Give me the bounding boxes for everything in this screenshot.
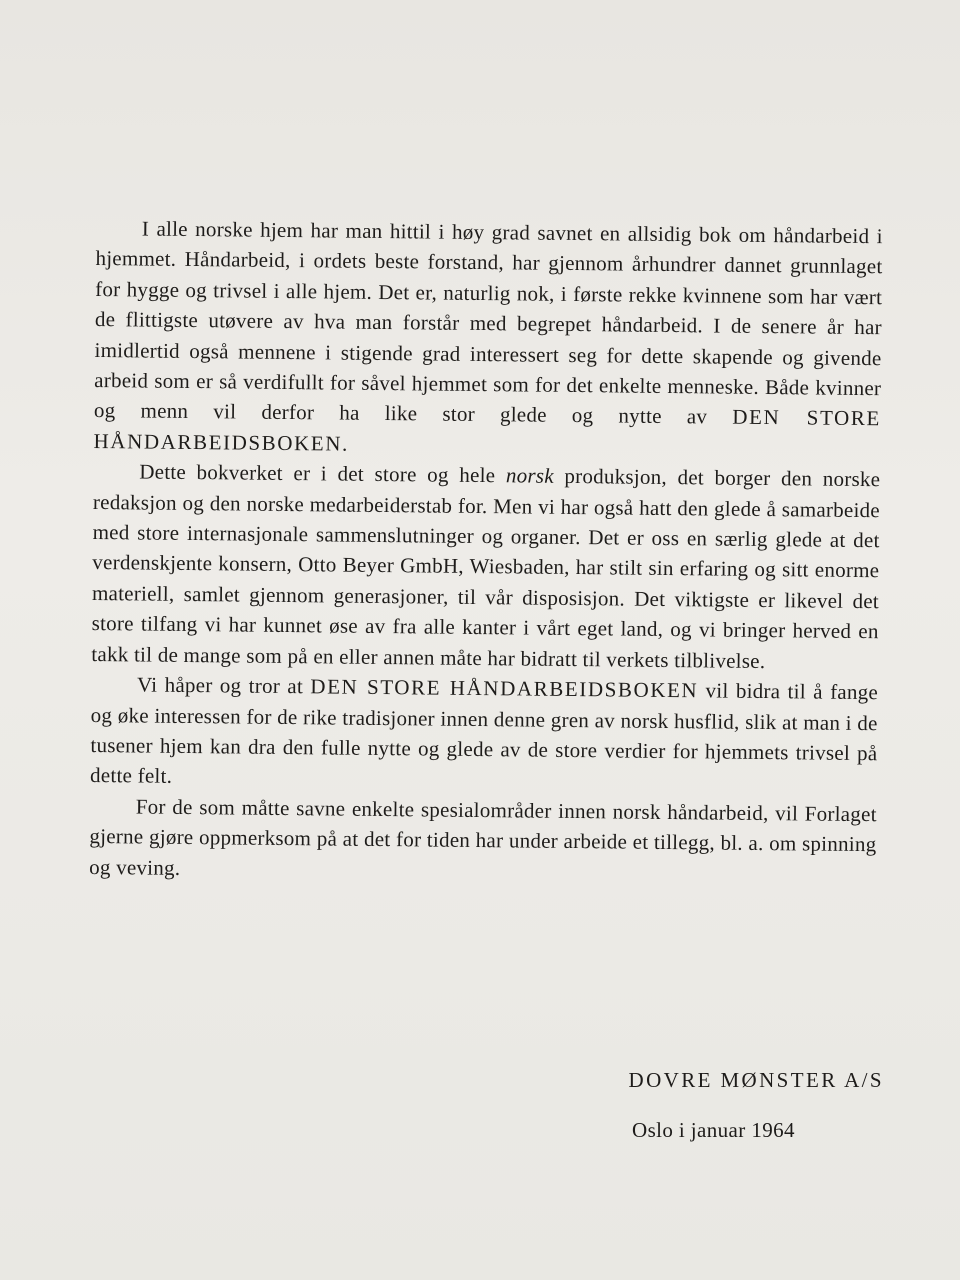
paragraph-4 — [89, 791, 877, 890]
paragraph-3-text-end: vil bidra til å fange og øke interessen for de rike tradisjoner innen denne gren av norsk husflid, slik at man i de tusener hjem kan dra den fulle nytte og glede av de store verdier for hjemmets trivsel på dette felt. — [89, 678, 879, 789]
paragraph-1-text: I alle norske hjem har man hittil i høy grad savnet en allsidig bok om håndarbeid i hjemmet. Håndarbeid, i ordets beste forstand, har gjennom århundrer dannet grunnlaget for hygge og trivsel i alle hjem. Det er, naturlig nok, i første rekke kvinnene som har vært de flittigste utøvere av hva man forstår med begrepet håndarbeid. I de senere år har imidlertid også mennene i stigende grad interessert seg for dette skapende og givende arbeid som er så verdifullt for såvel hjemmet som for det enkelte menneske. Både kvinner og menn vil derfor ha like stor glede og nytte av — [93, 216, 883, 430]
paragraph-3 — [90, 669, 878, 799]
preface-text — [89, 213, 883, 890]
book-title-caps: DEN STORE HÅNDARBEIDSBOKEN — [310, 674, 699, 703]
italic-word: norsk — [505, 463, 554, 489]
paragraph-2 — [91, 456, 880, 677]
paragraph-3-text-start: Vi håper og tror at — [136, 672, 311, 699]
paragraph-2-text-end: produksjon, det borger den norske redaksjon og den norske medarbeiderstab for. Men vi har også hatt den glede å samarbeide med store internasjonale sammenslutninger og organer. Det er oss en særlig glede at det verdenskjente konsern, Otto Beyer GmbH, Wiesbaden, har stilt sin erfaring og sitt enorme materiell, samlet gjennom generasjoner, til vår disposisjon. Det viktigste er likevel det store tilfang vi har kunnet øse av fra alle kanter i vårt eget land, og vi bringer herved en takk til de mange som på en eller annen måte har bidratt til verkets tilblivelse. — [91, 464, 881, 673]
paragraph-2-text-start: Dette bokverket er i det store og hele — [139, 459, 507, 488]
paragraph-1-end: . — [341, 431, 348, 456]
publisher-signature: DOVRE MØNSTER A/S — [628, 1068, 884, 1092]
book-title-caps: DEN STORE HÅNDARBEIDSBOKEN — [93, 405, 882, 456]
paragraph-4-text: For de som måtte savne enkelte spesialområder innen norsk håndarbeid, vil Forlaget gjerne gjøre oppmerksom på at det for tiden har under arbeide et tillegg, bl. a. om spinning og veving. — [89, 794, 877, 880]
paragraph-1 — [93, 213, 883, 464]
place-date: Oslo i januar 1964 — [632, 1118, 795, 1142]
